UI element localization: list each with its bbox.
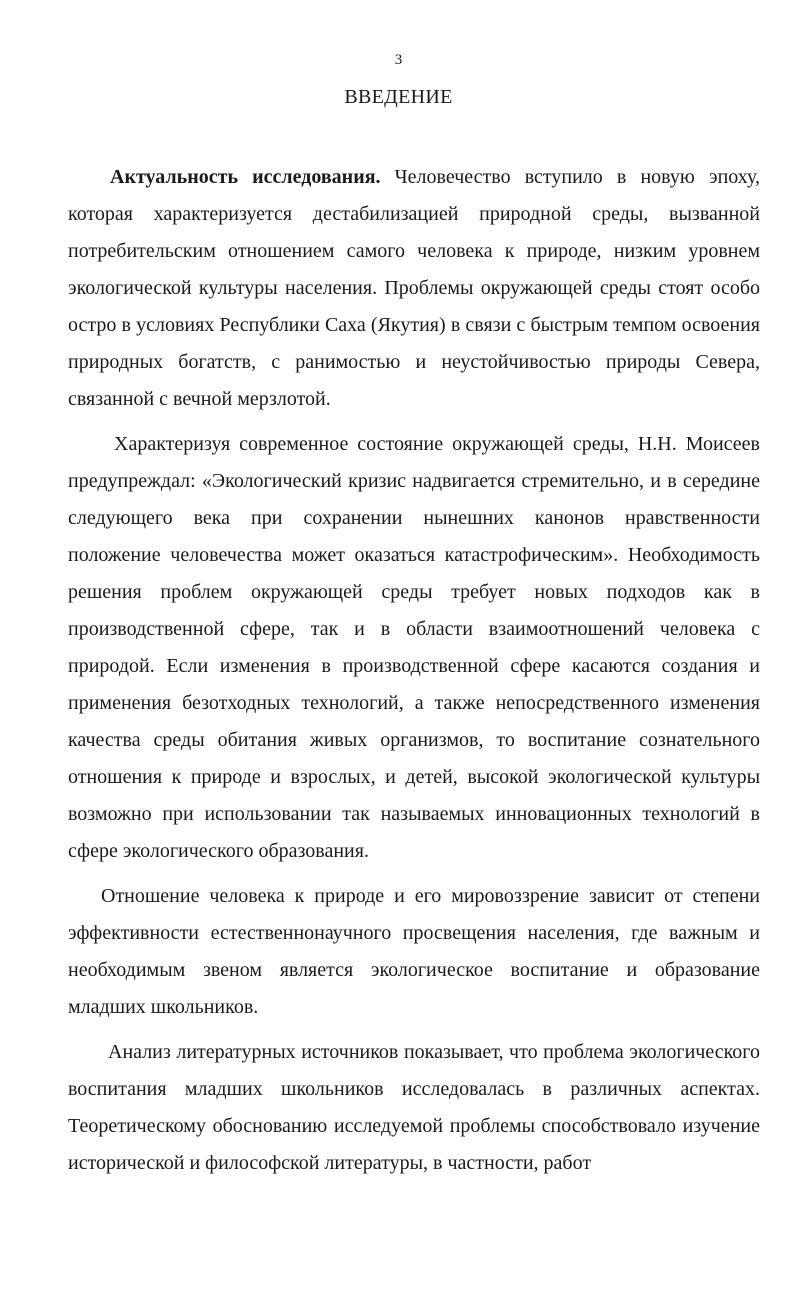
body-text — [68, 159, 760, 1190]
section-heading: ВВЕДЕНИЕ — [344, 86, 453, 108]
paragraph-text: Характеризуя современное состояние окружающей среды, Н.Н. Моисеев предупреждал: «Экологический кризис надвигается стремительно, и в середине следующего века при сохранении нынешних канонов нравственности положение человечества может оказаться катастрофическим». Необходимость решения проблем окружающей среды требует новых подходов как в производственной сфере, так и в области взаимоотношений человека с природой. Если изменения в производственной сфере касаются создания и применения безотходных технологий, а также непосредственного изменения качества среды обитания живых организмов, то воспитание сознательного отношения к природе и взрослых, и детей, высокой экологической культуры возможно при использовании так называемых инновационных технологий в сфере экологического образования. — [68, 433, 760, 862]
paragraph-attitude — [68, 878, 760, 1026]
paragraph-analysis — [68, 1034, 760, 1182]
paragraph-text: Отношение человека к природе и его мировоззрение зависит от степени эффективности естественнонаучного просвещения населения, где важным и необходимым звеном является экологическое воспитание и образование младших школьников. — [68, 885, 760, 1018]
paragraph-text: Человечество вступило в новую эпоху, которая характеризуется дестабилизацией природной среды, вызванной потребительским отношением самого человека к природе, низким уровнем экологической культуры населения. Проблемы окружающей среды стоят особо остро в условиях Республики Саха (Якутия) в связи с быстрым темпом освоения природных богатств, с ранимостью и неустойчивостью природы Севера, связанной с вечной мерзлотой. — [68, 166, 761, 410]
paragraph-relevance — [68, 159, 760, 418]
page-number: 3 — [394, 52, 403, 68]
paragraph-text: Анализ литературных источников показывает, что проблема экологического воспитания младших школьников исследовалась в различных аспектах. Теоретическому обоснованию исследуемой проблемы способствовало изучение исторической и философской литературы, в частности, работ — [68, 1041, 760, 1174]
paragraph-moiseev — [68, 426, 760, 870]
paragraph-lead: Актуальность исследования. — [110, 166, 381, 188]
